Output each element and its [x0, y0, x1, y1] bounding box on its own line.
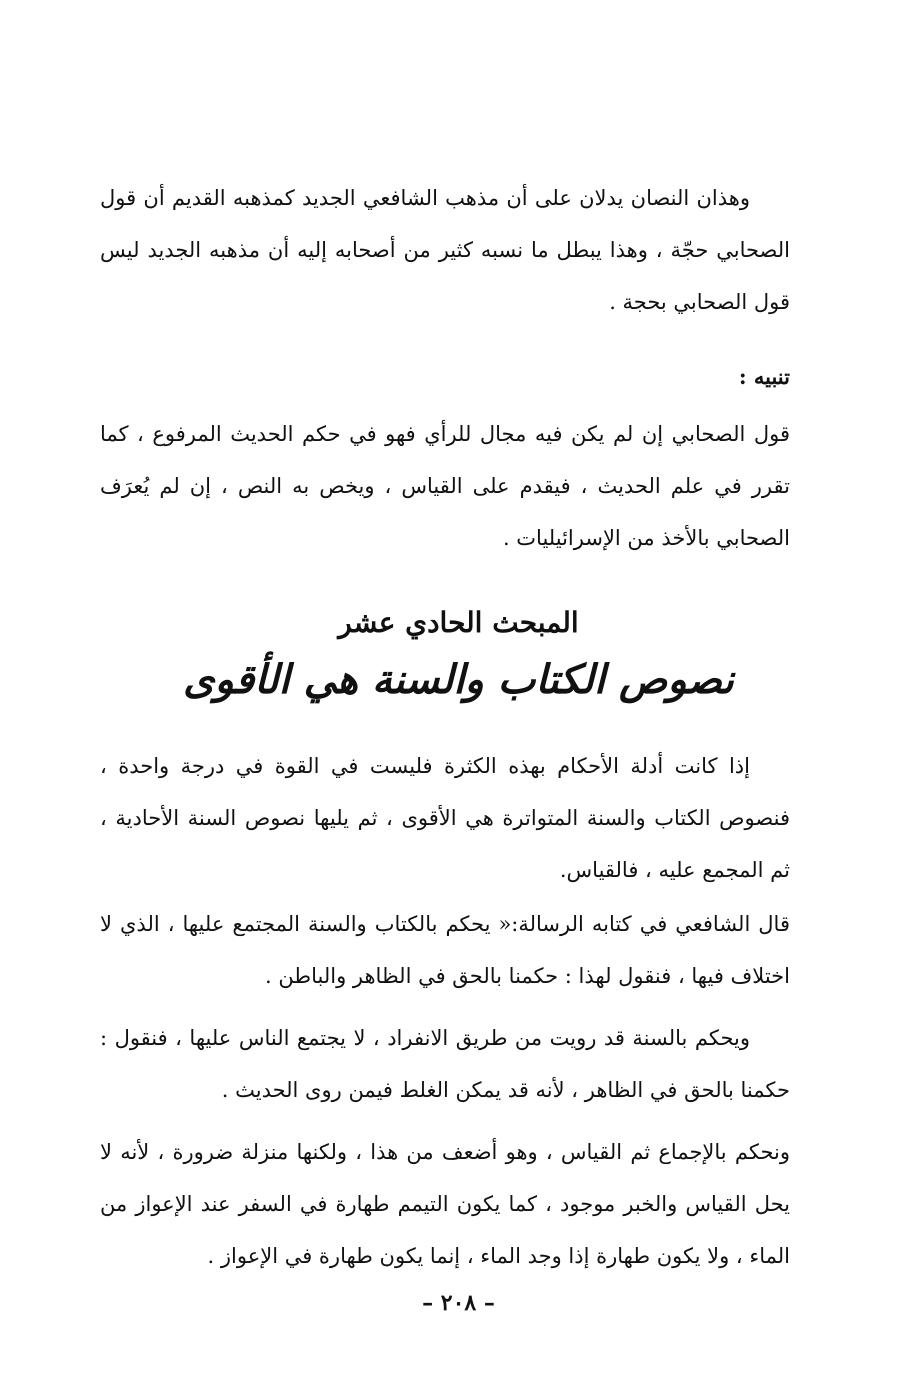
note-paragraph: قول الصحابي إن لم يكن فيه مجال للرأي فهو في حكم الحديث المرفوع ، كما تقرر في علم الحديث ، فيقدم على القياس ، ويخص به النص ، إن لم يُعرَف الصحابي بالأخذ من الإسرائيليات . [100, 422, 790, 550]
note-section [100, 408, 790, 564]
intro-section [100, 172, 790, 328]
section-number-heading: المبحث الحادي عشر [338, 606, 579, 639]
note-heading: تنبيه : [738, 364, 790, 389]
body-paragraph-3-wrap [100, 1012, 790, 1116]
section-title-heading: نصوص الكتاب والسنة هي الأقوى [183, 656, 734, 703]
body-paragraph-2: قال الشافعي في كتابه الرسالة:« يحكم بالكتاب والسنة المجتمع عليها ، الذي لا اختلاف فيها ، فنقول لهذا : حكمنا بالحق في الظاهر والباطن . [100, 912, 790, 988]
body-paragraph-2-wrap [100, 898, 790, 1002]
page-number: – ٢٠٨ – [422, 1290, 495, 1316]
body-paragraph-1-wrap [100, 740, 790, 896]
body-paragraph-1: إذا كانت أدلة الأحكام بهذه الكثرة فليست في القوة في درجة واحدة ، فنصوص الكتاب والسنة المتواترة هي الأقوى ، ثم يليها نصوص السنة الأحادية ، ثم المجمع عليه ، فالقياس. [100, 754, 790, 882]
intro-paragraph: وهذان النصان يدلان على أن مذهب الشافعي الجديد كمذهبه القديم أن قول الصحابي حجّة ، وهذا يبطل ما نسبه كثير من أصحابه إليه أن مذهبه الجديد ليس قول الصحابي بحجة . [100, 186, 790, 314]
body-paragraph-4: ونحكم بالإجماع ثم القياس ، وهو أضعف من هذا ، ولكنها منزلة ضرورة ، لأنه لا يحل القياس والخبر موجود ، كما يكون التيمم طهارة في السفر عند الإعواز من الماء ، ولا يكون طهارة إذا وجد الماء ، إنما يكون طهارة في الإعواز . [100, 1140, 790, 1268]
body-paragraph-4-wrap [100, 1126, 790, 1282]
body-paragraph-3: ويحكم بالسنة قد رويت من طريق الانفراد ، لا يجتمع الناس عليها ، فنقول : حكمنا بالحق في الظاهر ، لأنه قد يمكن الغلط فيمن روى الحديث . [100, 1026, 790, 1102]
